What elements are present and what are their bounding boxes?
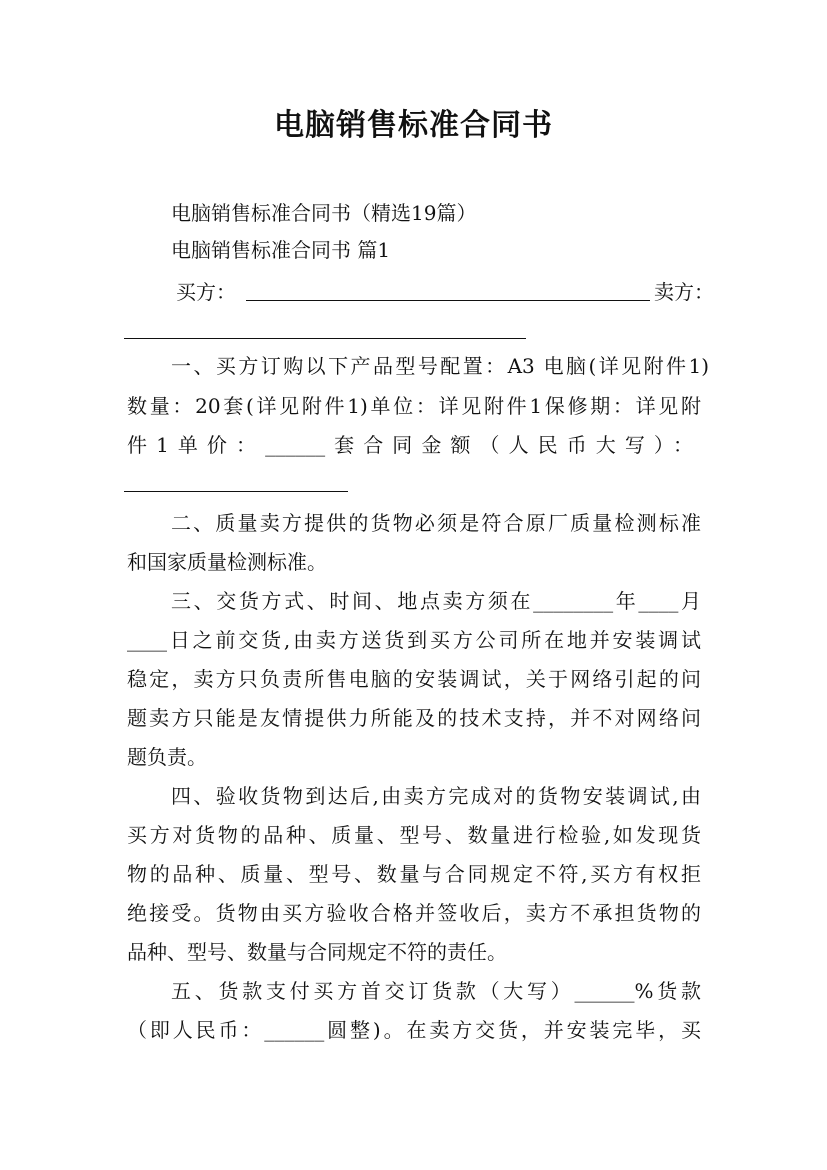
clause-5-line: （即人民币：______圆整)。在卖方交货，并安装完毕，买 [127, 1018, 701, 1042]
clause-1-line: 数量：20套(详见附件1)单位：详见附件1保修期：详见附 [127, 394, 701, 418]
clause-1-line: 一、买方订购以下产品型号配置：A3 电脑(详见附件1) [171, 354, 709, 378]
seller-blank [124, 338, 526, 339]
buyer-blank [246, 300, 650, 301]
buyer-label: 买方： [176, 280, 236, 304]
clause-5-line: 五、货款支付买方首交订货款（大写）______%货款 [171, 979, 701, 1003]
clause-3-line: ____日之前交货,由卖方送货到买方公司所在地并安装调试 [127, 628, 701, 652]
clause-4-line: 四、验收货物到达后,由卖方完成对的货物安装调试,由 [171, 784, 701, 808]
clause-2-line: 二、质量卖方提供的货物必须是符合原厂质量检测标准 [171, 511, 701, 535]
clause-4-line: 物的品种、质量、型号、数量与合同规定不符,买方有权拒 [127, 862, 701, 886]
clause-4-line: 买方对货物的品种、质量、型号、数量进行检验,如发现货 [127, 823, 701, 847]
clause-4-line: 绝接受。货物由买方验收合格并签收后，卖方不承担货物的 [127, 901, 701, 925]
clause-3-line: 题卖方只能是友情提供力所能及的技术支持，并不对网络问 [127, 706, 701, 730]
clause-3-line: 题负责。 [127, 745, 207, 769]
contract-amount-blank [124, 491, 348, 492]
document-subtitle: 电脑销售标准合同书（精选19篇） [171, 201, 477, 225]
seller-label: 卖方： [654, 280, 714, 304]
clause-4-line: 品种、型号、数量与合同规定不符的责任。 [127, 940, 507, 964]
section-heading: 电脑销售标准合同书 篇1 [171, 238, 391, 262]
clause-2-line: 和国家质量检测标准。 [127, 550, 327, 574]
clause-3-line: 三、交货方式、时间、地点卖方须在________年____月 [171, 589, 701, 613]
document-title: 电脑销售标准合同书 [274, 108, 553, 143]
clause-3-line: 稳定，卖方只负责所售电脑的安装调试，关于网络引起的问 [127, 667, 701, 691]
clause-1-line: 件1单价：______套合同金额（人民币大写）： [127, 433, 693, 457]
